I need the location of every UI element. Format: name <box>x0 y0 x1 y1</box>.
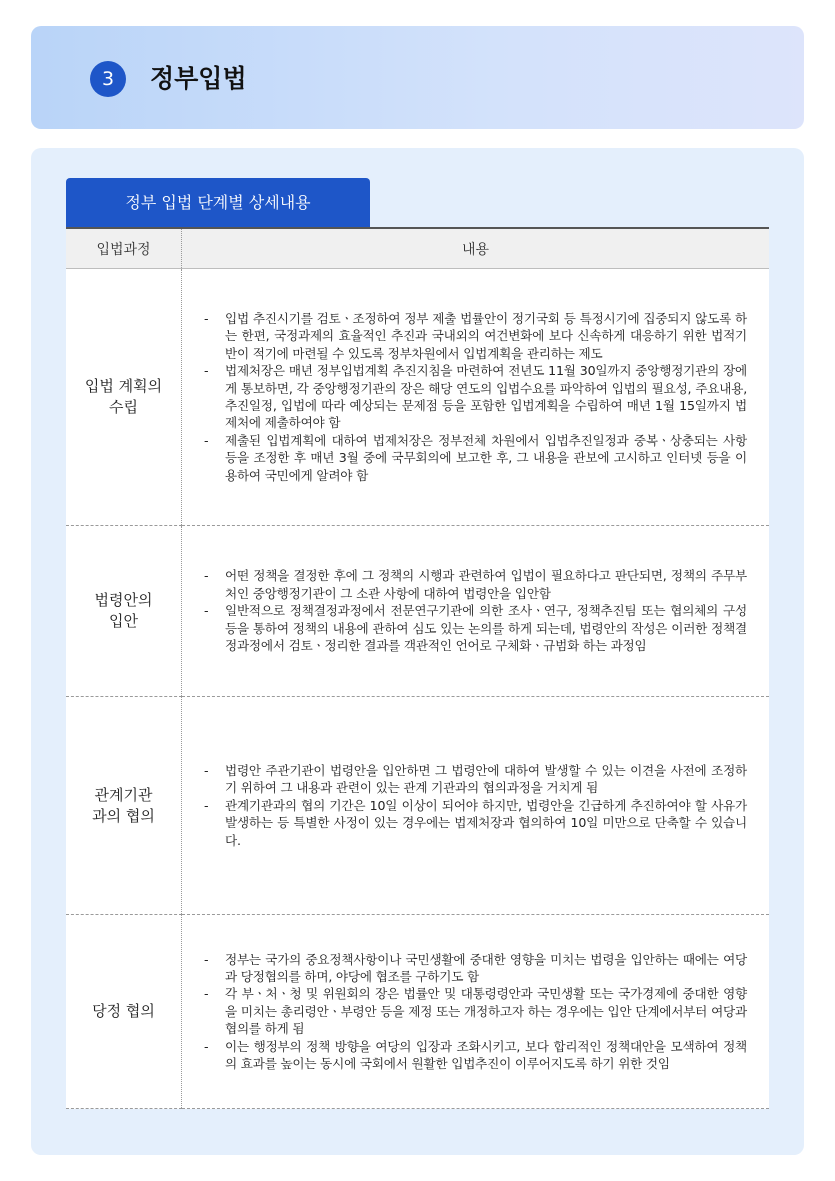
process-label-line: 입법 계획의 <box>84 377 163 395</box>
list-item-text: 법제처장은 매년 정부입법계획 추진지침을 마련하여 전년도 11월 30일까지 중앙행정기관의 장에게 통보하면, 각 중앙행정기관의 장은 해당 연도의 입법수요를 파악하여 입법의 필요성, 주요내용, 추진일정, 입법에 따라 예상되는 문제점 등을 포함한 입법계획을 수립하여 매년 1월 15일까지 법제처에 제출하여야 함 <box>225 363 747 431</box>
content-list <box>204 762 747 849</box>
list-item: - 법령안 주관기관이 법령안을 입안하면 그 법령안에 대하여 발생할 수 있는 이견을 사전에 조정하기 위하여 그 내용과 관련이 있는 관계 기관과의 협의과정을 거치게 됨 <box>204 762 747 796</box>
list-item: - 정부는 국가의 중요정책사항이나 국민생활에 중대한 영향을 미치는 법령을 입안하는 때에는 여당과 당정협의를 하며, 야당에 협조를 구하기도 함 <box>204 951 747 984</box>
content-list <box>204 951 747 1073</box>
header-process: 입법과정 <box>66 229 182 269</box>
list-item: - 입법 추진시기를 검토ㆍ조정하여 정부 제출 법률안이 정기국회 등 특정시기에 집중되지 않도록 하는 한편, 국정과제의 효율적인 추진과 국내외의 여건변화에 보다 신속하게 대응하기 위한 법적기반이 적기에 마련될 수 있도록 정부차원에서 입법계획을 관리하는 제도 <box>204 310 747 361</box>
process-label-line: 수립 <box>109 398 138 416</box>
process-label-line: 당정 협의 <box>92 1002 155 1020</box>
process-label-line: 법령안의 <box>94 591 153 609</box>
list-item-text: 제출된 입법계획에 대하여 법제처장은 정부전체 차원에서 입법추진일정과 중복ㆍ상충되는 사항 등을 조정한 후 매년 3월 중에 국무회의에 보고한 후, 그 내용을 관보에 고시하고 인터넷 등을 이용하여 국민에게 알려야 함 <box>225 432 747 483</box>
table-row <box>66 915 769 1109</box>
process-table-wrapper <box>66 227 769 1109</box>
list-item-text: 법령안 주관기관이 법령안을 입안하면 그 법령안에 대하여 발생할 수 있는 이견을 사전에 조정하기 위하여 그 내용과 관련이 있는 관계 기관과의 협의과정을 거치게 됨 <box>225 762 747 796</box>
list-item-text: 어떤 정책을 결정한 후에 그 정책의 시행과 관련하여 입법이 필요하다고 판단되면, 정책의 주무부처인 중앙행정기관이 그 소관 사항에 대하여 법령안을 입안함 <box>225 568 747 601</box>
content-cell <box>182 526 770 697</box>
process-table <box>66 229 769 1109</box>
process-label-line: 입안 <box>109 612 138 630</box>
header-content: 내용 <box>182 229 770 269</box>
list-item: - 제출된 입법계획에 대하여 법제처장은 정부전체 차원에서 입법추진일정과 중복ㆍ상충되는 사항 등을 조정한 후 매년 3월 중에 국무회의에 보고한 후, 그 내용을 관보에 고시하고 인터넷 등을 이용하여 국민에게 알려야 함 <box>204 432 747 483</box>
content-list <box>204 567 747 654</box>
list-item-text: 각 부ㆍ처ㆍ청 및 위원회의 장은 법률안 및 대통령령안과 국민생활 또는 국가경제에 중대한 영향을 미치는 총리령안ㆍ부령안 등을 제정 또는 개정하고자 하는 경우에는 입안 단계에서부터 여당과 협의를 하게 됨 <box>225 986 747 1037</box>
section-title: 정부입법 <box>150 64 247 93</box>
list-item-text: 이는 행정부의 정책 방향을 여당의 입장과 조화시키고, 보다 합리적인 정책대안을 모색하여 정책의 효과를 높이는 동시에 국회에서 원활한 입법추진이 이루어지도록 하기 위한 것임 <box>225 1038 747 1072</box>
process-cell <box>66 269 182 526</box>
process-label-line: 과의 협의 <box>92 806 155 825</box>
list-item: - 법제처장은 매년 정부입법계획 추진지침을 마련하여 전년도 11월 30일까지 중앙행정기관의 장에게 통보하면, 각 중앙행정기관의 장은 해당 연도의 입법수요를 파악하여 입법의 필요성, 주요내용, 추진일정, 입법에 따라 예상되는 문제점 등을 포함한 입법계획을 수립하여 매년 1월 15일까지 법제처에 제출하여야 함 <box>204 363 747 431</box>
table-row <box>66 697 769 915</box>
process-cell <box>66 697 182 915</box>
content-cell <box>182 915 770 1109</box>
content-list <box>204 310 747 484</box>
content-cell <box>182 697 770 915</box>
list-item: - 각 부ㆍ처ㆍ청 및 위원회의 장은 법률안 및 대통령령안과 국민생활 또는 국가경제에 중대한 영향을 미치는 총리령안ㆍ부령안 등을 제정 또는 개정하고자 하는 경우에는 입안 단계에서부터 여당과 협의를 하게 됨 <box>204 986 747 1037</box>
list-item: - 어떤 정책을 결정한 후에 그 정책의 시행과 관련하여 입법이 필요하다고 판단되면, 정책의 주무부처인 중앙행정기관이 그 소관 사항에 대하여 법령안을 입안함 <box>204 568 747 601</box>
process-cell <box>66 915 182 1109</box>
table-row <box>66 526 769 697</box>
list-item-text: 정부는 국가의 중요정책사항이나 국민생활에 중대한 영향을 미치는 법령을 입안하는 때에는 여당과 당정협의를 하며, 야당에 협조를 구하기도 함 <box>225 951 747 984</box>
list-item: - 일반적으로 정책결정과정에서 전문연구기관에 의한 조사ㆍ연구, 정책추진팀 또는 협의체의 구성 등을 통하여 정책의 내용에 관하여 심도 있는 논의를 하게 되는데, 법령안의 작성은 이러한 정책결정과정에서 검토ㆍ정리한 결과를 객관적인 언어로 구체화ㆍ규범화 하는 과정임 <box>204 603 747 654</box>
list-item: - 이는 행정부의 정책 방향을 여당의 입장과 조화시키고, 보다 합리적인 정책대안을 모색하여 정책의 효과를 높이는 동시에 국회에서 원활한 입법추진이 이루어지도록 하기 위한 것임 <box>204 1038 747 1072</box>
section-number-badge: 3 <box>90 61 126 97</box>
process-cell <box>66 526 182 697</box>
list-item-text: 관계기관과의 협의 기간은 10일 이상이 되어야 하지만, 법령안을 긴급하게 추진하여야 할 사유가 발생하는 등 특별한 사정이 있는 경우에는 법제처장과 협의하여 10일 미만으로 단축할 수 있습니다. <box>225 797 747 848</box>
process-label-line: 관계기관 <box>94 785 153 804</box>
table-title-tab: 정부 입법 단계별 상세내용 <box>66 178 370 227</box>
list-item-text: 일반적으로 정책결정과정에서 전문연구기관에 의한 조사ㆍ연구, 정책추진팀 또는 협의체의 구성 등을 통하여 정책의 내용에 관하여 심도 있는 논의를 하게 되는데, 법령안의 작성은 이러한 정책결정과정에서 검토ㆍ정리한 결과를 객관적인 언어로 구체화ㆍ규범화 하는 과정임 <box>225 603 747 654</box>
table-row <box>66 269 769 526</box>
table-header-row <box>66 229 769 269</box>
content-cell <box>182 269 770 526</box>
section-header <box>31 26 804 129</box>
list-item-text: 입법 추진시기를 검토ㆍ조정하여 정부 제출 법률안이 정기국회 등 특정시기에 집중되지 않도록 하는 한편, 국정과제의 효율적인 추진과 국내외의 여건변화에 보다 신속하게 대응하기 위한 법적기반이 적기에 마련될 수 있도록 정부차원에서 입법계획을 관리하는 제도 <box>225 310 747 361</box>
list-item: - 관계기관과의 협의 기간은 10일 이상이 되어야 하지만, 법령안을 긴급하게 추진하여야 할 사유가 발생하는 등 특별한 사정이 있는 경우에는 법제처장과 협의하여 10일 미만으로 단축할 수 있습니다. <box>204 797 747 848</box>
